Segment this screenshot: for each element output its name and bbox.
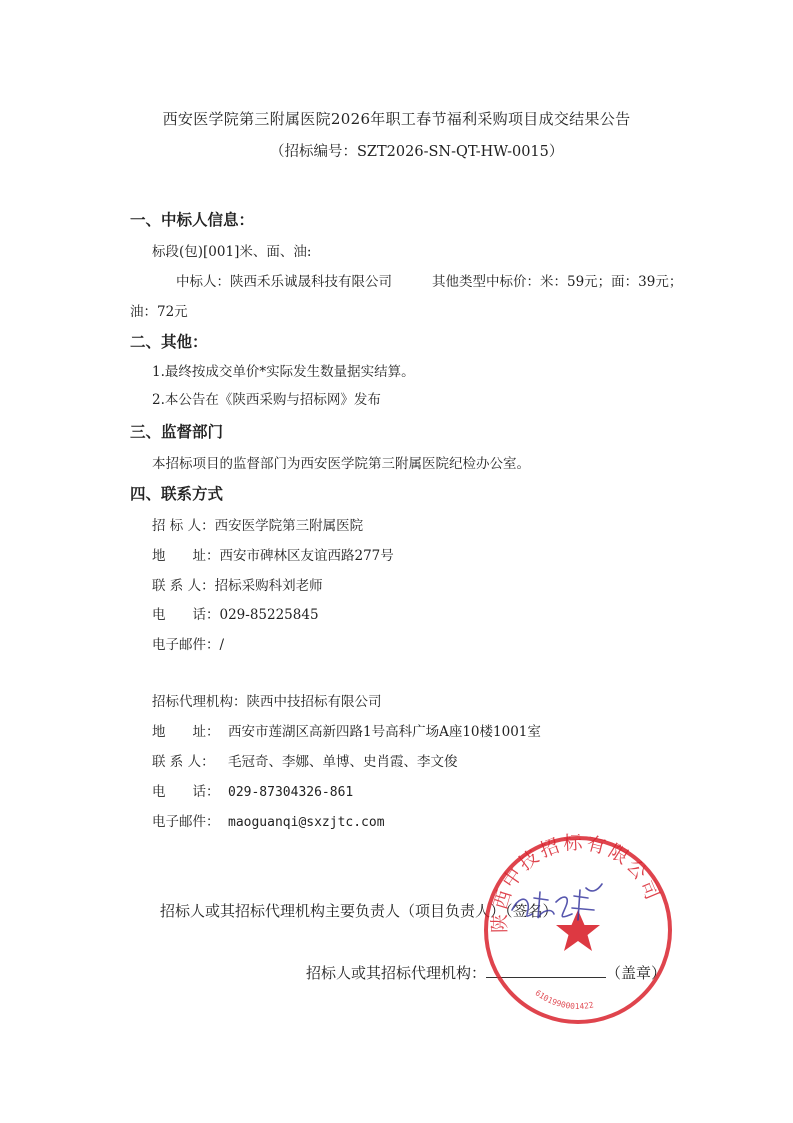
sign-suffix: （签名） (505, 902, 558, 920)
value: 招标采购科刘老师 (214, 578, 323, 594)
other-item-2: 2.本公告在《陕西采购与招标网》发布 (152, 392, 381, 408)
section-2-heading: 二、其他： (130, 333, 208, 351)
lot-line: 标段(包)[001]米、面、油: (152, 244, 312, 260)
signoff-text-2: 招标人或其招标代理机构： (306, 964, 487, 982)
other-item-1: 1.最终按成交单价*实际发生数量据实结算。 (152, 364, 415, 380)
section-1-heading: 一、中标人信息： (130, 211, 255, 229)
value: 西安市莲湖区高新四路1号高科广场A座10楼1001室 (228, 724, 541, 740)
value: 陕西中技招标有限公司 (246, 694, 382, 710)
tenderer-name-row (152, 514, 363, 534)
tenderer-contact-row (152, 574, 323, 594)
tenderer-phone-row (152, 603, 319, 623)
label: 电子邮件： (152, 637, 220, 653)
agency-name-row (152, 690, 382, 710)
label: 电 话： (152, 784, 220, 800)
price-values: 米：59元；面：39元； (540, 274, 683, 290)
label: 招标代理机构： (152, 694, 247, 710)
label: 联 系 人： (152, 578, 215, 594)
svg-text:6101990001422 (533, 988, 594, 1011)
label: 电 话： (152, 607, 220, 623)
price-oil: 油：72元 (130, 304, 188, 320)
label: 电子邮件： (152, 814, 220, 830)
label: 招 标 人： (152, 518, 215, 534)
value: / (219, 637, 225, 653)
agency-email-row (152, 810, 385, 830)
tenderer-address-row (152, 544, 394, 564)
page-title: 西安医学院第三附属医院2026年职工春节福利采购项目成交结果公告 (162, 110, 631, 128)
bid-number: （招标编号：SZT2026-SN-QT-HW-0015） (270, 144, 564, 160)
price-label: 其他类型中标价： (432, 274, 540, 290)
agency-phone-row (152, 780, 353, 800)
stamp-suffix: （盖章） (606, 964, 667, 982)
section-4-heading: 四、联系方式 (130, 485, 224, 503)
winner-label: 中标人： (176, 274, 230, 290)
agency-address-row (152, 720, 541, 740)
winner-name: 陕西禾乐诚晟科技有限公司 (230, 274, 392, 290)
value: 029-85225845 (219, 607, 319, 623)
winner-row (176, 270, 392, 290)
supervision-text: 本招标项目的监督部门为西安医学院第三附属医院纪检办公室。 (152, 456, 530, 472)
handwritten-signature-icon (508, 880, 608, 930)
tenderer-email-row (152, 633, 224, 653)
signoff-text-1: 招标人或其招标代理机构主要负责人（项目负责人） (160, 902, 506, 920)
value: 029-87304326-861 (228, 785, 354, 800)
label: 联 系 人： (152, 754, 215, 770)
value: 西安医学院第三附属医院 (214, 518, 364, 534)
seal-text: 陕西中技招标有限公司 (488, 831, 665, 934)
seal-number: 6101990001422 (533, 988, 595, 1012)
section-3-heading: 三、监督部门 (130, 423, 224, 441)
official-seal-icon (478, 830, 678, 1030)
label: 地 址： (152, 548, 220, 564)
agency-contact-row (152, 750, 458, 770)
value: 西安市碑林区友谊西路277号 (219, 548, 394, 564)
label: 地 址： (152, 724, 220, 740)
value: maoguanqi@sxzjtc.com (228, 815, 385, 830)
value: 毛冠奇、李娜、单博、史肖霞、李文俊 (228, 754, 458, 770)
price-row (432, 270, 682, 290)
